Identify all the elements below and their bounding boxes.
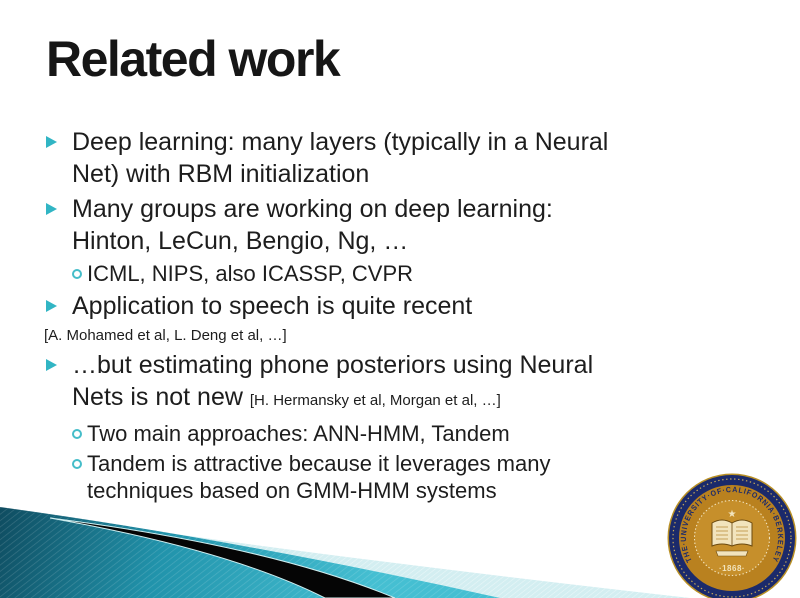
bullet-triangle-icon: [44, 193, 72, 215]
sub-bullet-circle-icon: [72, 420, 87, 439]
bullet-triangle-icon: [44, 290, 72, 312]
bullet-triangle-icon: [44, 349, 72, 371]
bullet-line: Tandem is attractive because it leverages many: [87, 451, 551, 476]
sub-bullet-item: [72, 260, 788, 287]
bullet-line: Net) with RBM initialization: [72, 160, 370, 188]
bullet-line: Hinton, LeCun, Bengio, Ng, …: [72, 227, 409, 255]
bullet-triangle-icon: [44, 126, 72, 148]
bullet-line: ICML, NIPS, also ICASSP, CVPR: [87, 261, 414, 286]
inline-citation: [H. Hermansky et al, Morgan et al, …]: [249, 392, 501, 409]
bullet-line: Application to speech is quite recent: [72, 292, 473, 320]
bullet-item: [44, 126, 788, 190]
bullet-line: …but estimating phone posteriors using Neural: [72, 351, 594, 379]
citation-line: [A. Mohamed et al, L. Deng et al, …]: [44, 327, 287, 344]
seal-ribbon: [716, 551, 748, 556]
bullet-line: Nets is not new [H. Hermansky et al, Morgan et al, …]: [72, 383, 501, 411]
seal-year: ·1868·: [718, 564, 746, 573]
bullet-line: Deep learning: many layers (typically in a Neural: [72, 128, 609, 156]
sub-bullet-item: [72, 420, 788, 447]
bullet-item: [44, 193, 788, 257]
bullet-item: [44, 290, 788, 322]
sub-bullet-circle-icon: [72, 260, 87, 279]
bullet-line: Two main approaches: ANN-HMM, Tandem: [87, 421, 510, 446]
slide-title: Related work: [46, 31, 340, 87]
sub-bullet-circle-icon: [72, 450, 87, 469]
seal-star-icon: ★: [727, 509, 737, 520]
bullet-item: [44, 349, 788, 417]
sub-bullet-item: [72, 450, 788, 504]
bullet-list: [44, 126, 788, 507]
seal-ring-text: THE·UNIVERSITY·OF·CALIFORNIA·BERKELEY: [678, 484, 786, 565]
bullet-line: Many groups are working on deep learning:: [72, 195, 553, 223]
bullet-line: techniques based on GMM-HMM systems: [87, 478, 497, 503]
